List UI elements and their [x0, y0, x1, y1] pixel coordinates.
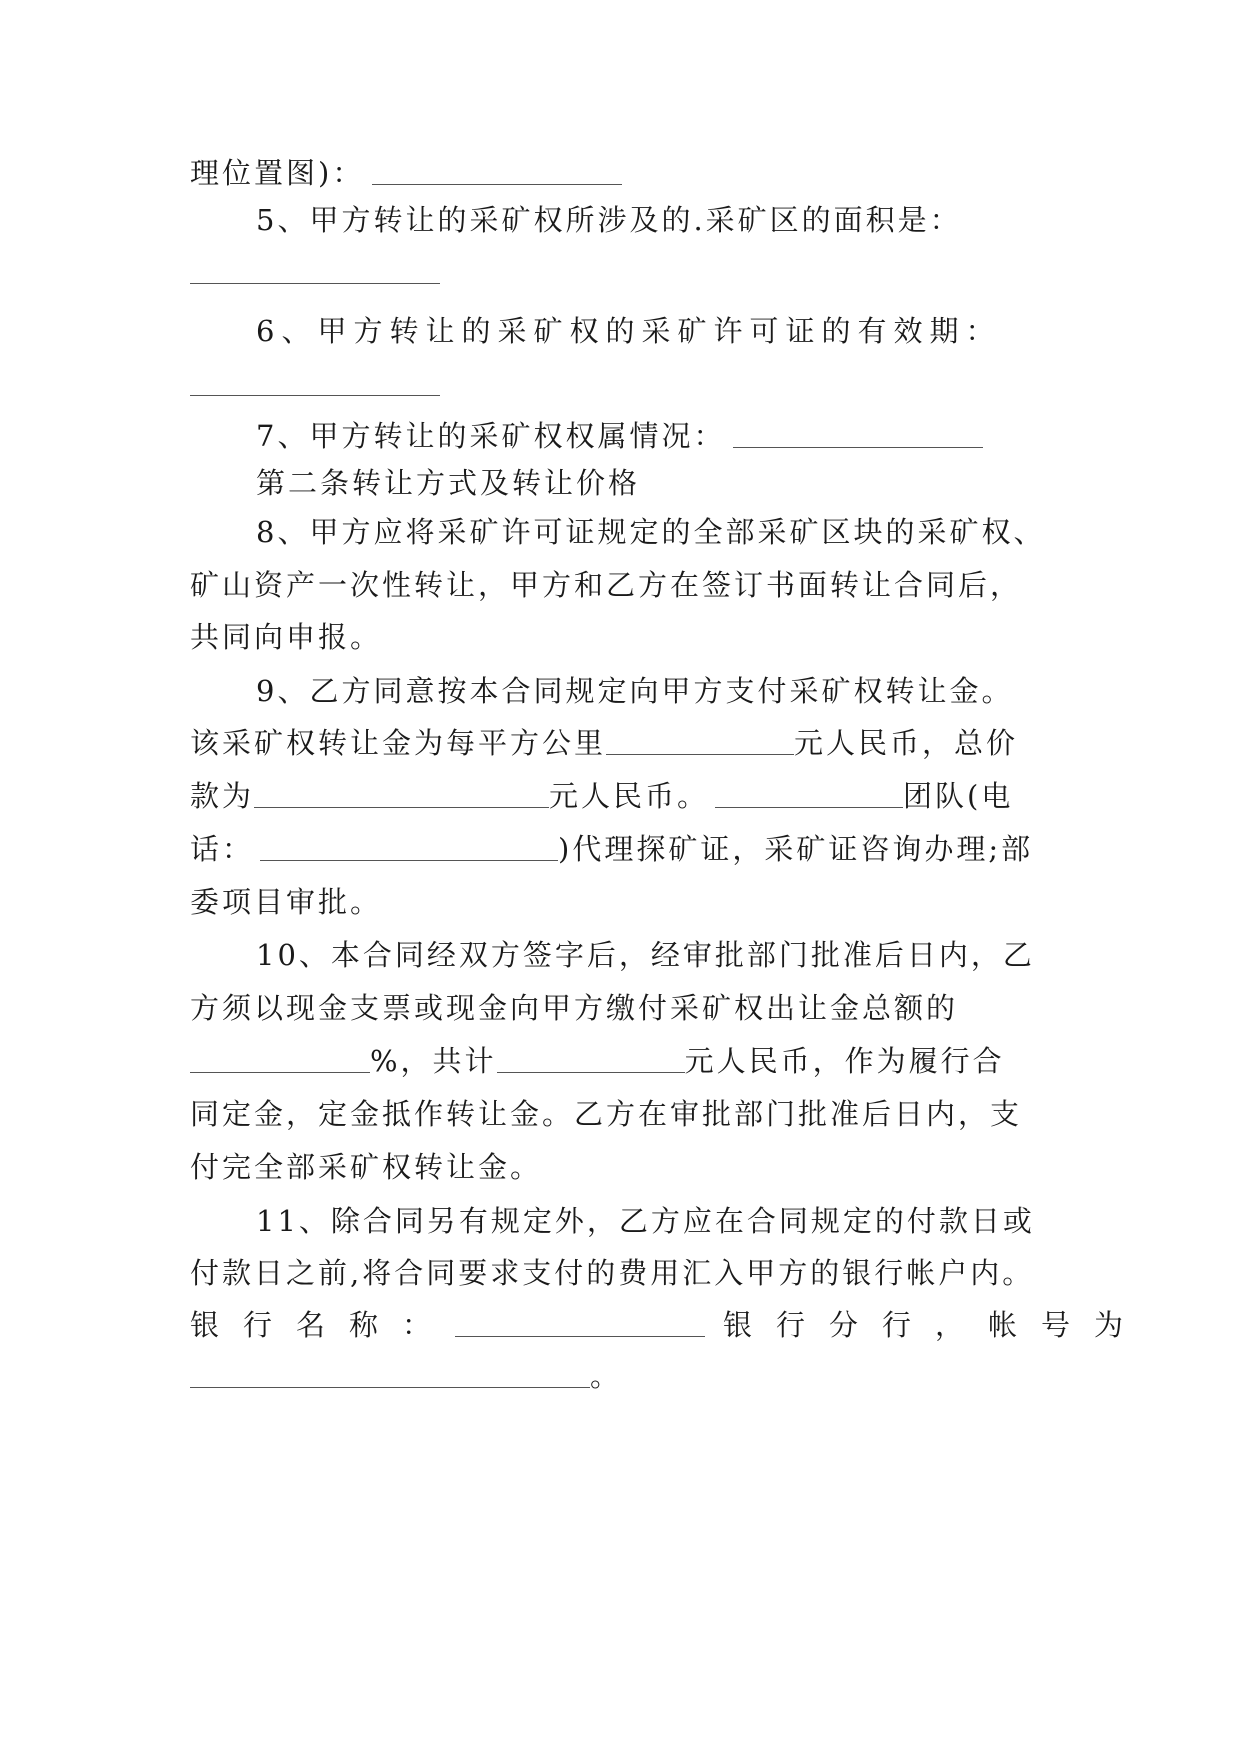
- text-fragment: 元人民币，作为履行合: [684, 1044, 1005, 1078]
- text-fragment: 理位置图)：: [190, 156, 365, 190]
- clause-10-line-5: [190, 1147, 542, 1187]
- fill-blank-ownership: [733, 419, 983, 448]
- fill-blank-account-number: [190, 1359, 590, 1388]
- fill-blank-team: [715, 779, 903, 808]
- blank-line-area: [190, 252, 440, 292]
- text-fragment: 。: [590, 1359, 623, 1393]
- text-line-location-map: [190, 153, 622, 193]
- fill-blank-area: [190, 255, 440, 284]
- text-fragment: 银行分行，帐号为: [723, 1308, 1148, 1342]
- fill-blank-deposit: [497, 1044, 685, 1073]
- text-fragment: )代理探矿证，采矿证咨询办理;部: [558, 832, 1034, 866]
- clause-5: [256, 200, 962, 240]
- clause-11-line-3: [190, 1305, 1147, 1345]
- text-fragment: 11、除合同另有规定外，乙方应在合同规定的付款日或: [256, 1204, 1035, 1238]
- text-fragment: 8、甲方应将采矿许可证规定的全部采矿区块的采矿权、: [256, 515, 1046, 549]
- text-fragment: 银行名称：: [190, 1308, 456, 1342]
- clause-9-line-2: [190, 723, 1018, 763]
- clause-9-line-1: [256, 671, 1013, 711]
- blank-line-validity: [190, 364, 440, 404]
- clause-7: [256, 416, 983, 456]
- clause-10-line-2: [190, 988, 958, 1028]
- fill-blank-phone: [260, 832, 558, 861]
- fill-blank-price-per-km2: [606, 726, 794, 755]
- text-fragment: 款为: [190, 779, 255, 813]
- fill-blank-validity: [190, 367, 440, 396]
- text-fragment: 9、乙方同意按本合同规定向甲方支付采矿权转让金。: [256, 674, 1014, 708]
- section-heading-2: [256, 463, 640, 503]
- clause-10-line-3: [190, 1041, 1005, 1081]
- clause-11-line-4: [190, 1356, 622, 1396]
- text-fragment: 10、本合同经双方签字后，经审批部门批准后日内，乙: [256, 938, 1035, 972]
- clause-9-line-5: [190, 882, 382, 922]
- text-fragment: 委项目审批。: [190, 885, 383, 919]
- clause-9-line-4: [190, 829, 1033, 869]
- fill-blank-percentage: [190, 1044, 370, 1073]
- clause-6: [256, 311, 1001, 351]
- text-fragment: 方须以现金支票或现金向甲方缴付采矿权出让金总额的: [190, 991, 959, 1025]
- clause-8-line-3: [190, 617, 382, 657]
- text-fragment: 元人民币，总价: [794, 726, 1019, 760]
- text-fragment: 元人民币。: [549, 779, 710, 813]
- clause-10-line-1: [256, 935, 1035, 975]
- text-fragment: 付款日之前,将合同要求支付的费用汇入甲方的银行帐户内。: [190, 1256, 1035, 1290]
- text-fragment: 该采矿权转让金为每平方公里: [190, 726, 607, 760]
- text-fragment: 7、甲方转让的采矿权权属情况：: [256, 419, 726, 453]
- text-fragment: 团队(电: [903, 779, 1014, 813]
- text-fragment: %，共计: [370, 1044, 497, 1078]
- clause-8-line-2: [190, 565, 1022, 605]
- clause-11-line-1: [256, 1201, 1035, 1241]
- clause-8-line-1: [256, 512, 1045, 552]
- text-fragment: 同定金，定金抵作转让金。乙方在审批部门批准后日内，支: [190, 1097, 1023, 1131]
- text-fragment: 共同向申报。: [190, 620, 383, 654]
- text-fragment: 6、甲方转让的采矿权的采矿许可证的有效期：: [256, 314, 1002, 348]
- text-fragment: 第二条转让方式及转让价格: [256, 466, 641, 500]
- text-fragment: 付完全部采矿权转让金。: [190, 1150, 543, 1184]
- text-fragment: 矿山资产一次性转让，甲方和乙方在签订书面转让合同后，: [190, 568, 1023, 602]
- fill-blank-bank-name: [455, 1308, 705, 1337]
- clause-9-line-3: [190, 776, 1013, 816]
- fill-blank-total-price: [254, 779, 549, 808]
- text-fragment: 话：: [190, 832, 255, 866]
- text-fragment: 5、甲方转让的采矿权所涉及的.采矿区的面积是：: [256, 203, 962, 237]
- clause-10-line-4: [190, 1094, 1022, 1134]
- fill-blank-location: [372, 156, 622, 185]
- clause-11-line-2: [190, 1253, 1034, 1293]
